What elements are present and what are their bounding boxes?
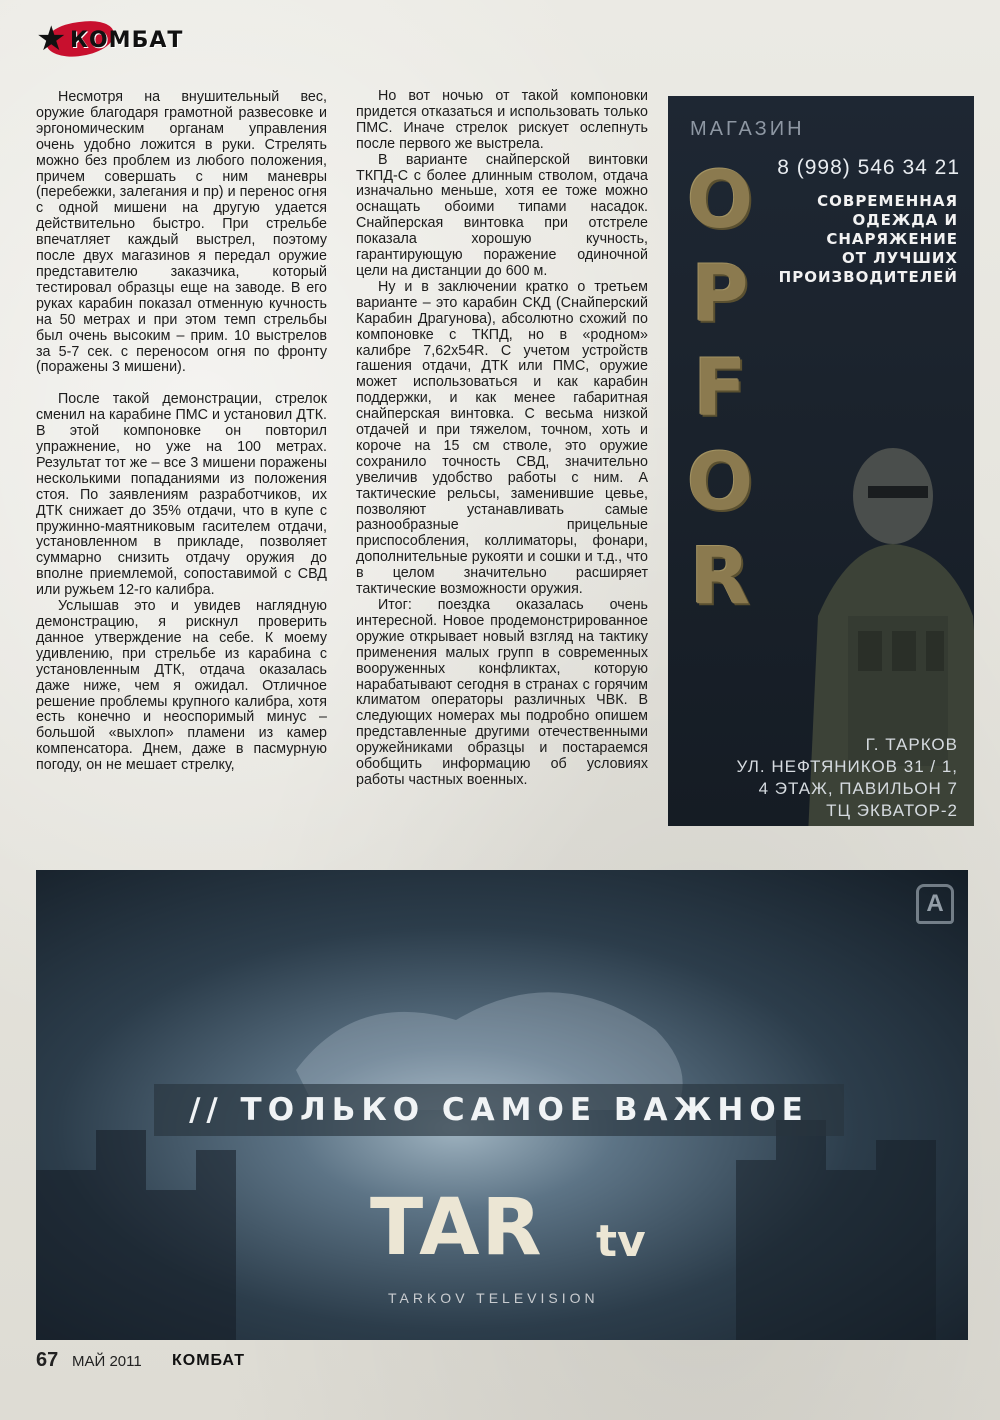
star-icon: ★ [36, 20, 67, 58]
age-rating-badge: A [916, 884, 954, 924]
brand-letter: P [691, 250, 749, 340]
paragraph: Услышав это и увидев наглядную демонстрацию, я рискнул проверить данное утверждение на себе. К моему удивлению, при стрельбе из карабина с установленным ДТК, отдача оказалась даже ниже, чем я ожидал. Отличное решение проблемы крупного калибра, хотя есть конечно и неоспоримый минус – большой «выхлоп» пламени из камер компенсатора. Днем, даже в пасмурную погоду, он не мешает стрелку, [36, 598, 327, 774]
paragraph: Ну и в заключении кратко о третьем варианте – это карабин СКД (Снайперский Карабин Драгунова), абсолютно схожий по компоновке с ТКПД, но в «родном» калибре 7,62х54R. С учетом устройств гашения отдачи, ДТК или ПМС, оружие может использоваться и как карабин поддержки, и как менее габаритная снайперская винтовка. С весьма низкой отдачей и при тяжелом, точном, хоть и короче на 15 см стволе, это оружие сохранило точность СВД, значительно увеличив удобство работы с ним. А тактические рельсы, заменившие цевье, позволяют устанавливать самые разнообразные прицельные приспособления, коллиматоры, фонари, дополнительные рукояти и сошки и т.д., что в целом значительно расширяет тактические возможности оружия. [356, 278, 648, 598]
shop-label: МАГАЗИН [690, 118, 805, 140]
brand-letter: O [686, 156, 754, 246]
page-number: 67 [36, 1349, 59, 1371]
tartv-subtitle: TARKOV TELEVISION [388, 1290, 599, 1306]
brand-letter: O [686, 438, 754, 528]
article-column-2 [356, 89, 648, 789]
slogan-line: ПРОИЗВОДИТЕЛЕЙ [778, 268, 958, 286]
logo-text: КОМБАТ [70, 28, 184, 53]
issue-date: МАЙ 2011 [72, 1353, 142, 1370]
shop-slogan [758, 192, 958, 287]
slogan-line: СНАРЯЖЕНИЕ [826, 230, 958, 248]
opfor-advertisement [668, 96, 974, 826]
brand-letter: R [689, 532, 751, 622]
slogan-line: СОВРЕМЕННАЯ [817, 192, 958, 210]
address-line: Г. ТАРКОВ [865, 735, 958, 754]
address-line: УЛ. НЕФТЯНИКОВ 31 / 1, [736, 757, 958, 776]
magazine-logo [34, 20, 234, 60]
shop-address [737, 734, 958, 822]
paragraph: Несмотря на внушительный вес, оружие благодаря грамотной развесовке и эргономическим органам управления очень удобно ложится в руки. Стрелять можно без проблем из любого положения, причем совершать с ним маневры (перебежки, залегания и пр) и перенос огня с одной мишени на другую удается действительно быстро. При стрельбе впечатляет каждый выстрел, поэтому после двух магазинов я передал оружие представителю заказчика, который тестировал образцы еще на заводе. В его руках карабин показал отменную кучность на 50 метрах и при этом темп стрельбы был очень высоким – прим. 10 выстрелов за 5-7 сек. с переносом огня по фронту (поражены 3 мишени). [36, 89, 327, 376]
tartv-logo-main: TAR [370, 1183, 544, 1273]
banner-tagline: // ТОЛЬКО САМОЕ ВАЖНОЕ [154, 1084, 844, 1136]
tartv-banner [36, 870, 968, 1340]
paragraph: Но вот ночью от такой компоновки придется отказаться и использовать только ПМС. Иначе стрелок рискует ослепнуть после первого же выстрела. [356, 88, 648, 152]
shop-phone: 8 (998) 546 34 21 [777, 156, 960, 179]
paragraph: После такой демонстрации, стрелок сменил на карабине ПМС и установил ДТК. В этой компоновке он повторил упражнение, но уже на 100 метрах. Результат тот же – все 3 мишени поражены несколькими попаданиями из положения стоя. По заявлениям разработчиков, их ДТК снижает до 35% отдачи, что в купе с пружинно-маятниковым гасителем отдачи, установленном в прикладе, позволяет суммарно снизить отдачу оружия до вполне приемлемой, сопоставимой с СВД или ружьем 12-го калибра. [36, 391, 327, 599]
article-column-1 [36, 90, 327, 774]
paragraph: Итог: поездка оказалась очень интересной. Новое продемонстрированное оружие открывает новый взгляд на тактику применения малых групп в современных вооруженных конфликтах, которую нарабатывают сегодня в странах с горячим климатом операторы различных ЧВК. В следующих номерах мы подробно опишем представленные другими отечественными оружейниками образцы и постараемся обобщить информацию об условиях работы частных военных. [356, 597, 648, 788]
tartv-logo-tv: tv [596, 1216, 646, 1267]
paragraph: В варианте снайперской винтовки ТКПД-С с более длинным стволом, отдача изначально меньше, хотя ее тоже можно оснащать обоими типами насадок. Снайперская винтовка при отстреле показала хорошую кучность, гарантирующую поражение одиночной цели на дистанции до 600 м. [356, 151, 648, 279]
address-line: 4 ЭТАЖ, ПАВИЛЬОН 7 [758, 779, 958, 798]
opfor-brand-logo [682, 154, 758, 624]
address-line: ТЦ ЭКВАТОР-2 [826, 801, 958, 820]
slogan-line: ОТ ЛУЧШИХ [842, 249, 958, 267]
brand-letter: F [693, 344, 747, 434]
magazine-name: КОМБАТ [172, 1352, 245, 1369]
slogan-line: ОДЕЖДА И [852, 211, 958, 229]
